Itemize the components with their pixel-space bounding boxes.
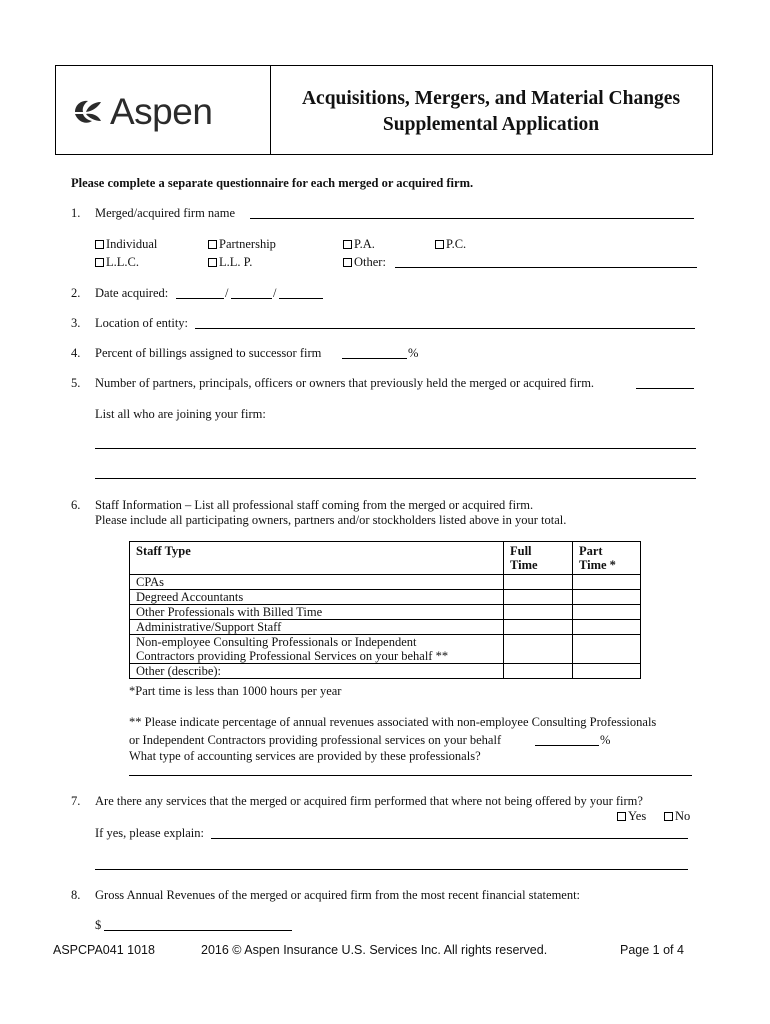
q5-number: 5.	[71, 376, 81, 390]
col-full-time: Full Time	[504, 542, 573, 575]
joining-list-field-2[interactable]	[95, 478, 696, 479]
staff-type-cell: Other Professionals with Billed Time	[130, 605, 504, 620]
q6-line-2: Please include all participating owners, partners and/or stockholders listed above in your total.	[95, 513, 567, 527]
table-row	[130, 620, 641, 635]
staff-type-cell: CPAs	[130, 575, 504, 590]
q5-label: Number of partners, principals, officers or owners that previously held the merged or acquired firm.	[95, 376, 595, 390]
q6-line-1: Staff Information – List all professional staff coming from the merged or acquired firm.	[95, 498, 534, 512]
option-llp[interactable]: L.L. P.	[208, 255, 252, 270]
table-row	[130, 605, 641, 620]
date-year-field[interactable]	[279, 298, 323, 299]
header-box	[55, 65, 713, 155]
date-separator-1: /	[225, 286, 229, 300]
option-llc[interactable]: L.L.C.	[95, 255, 139, 270]
staff-type-cell: Administrative/Support Staff	[130, 620, 504, 635]
full-time-cell[interactable]	[504, 605, 573, 620]
q1-number: 1.	[71, 206, 81, 220]
aspen-leaf-icon	[72, 96, 104, 128]
checkbox-icon[interactable]	[617, 812, 626, 821]
date-day-field[interactable]	[231, 298, 272, 299]
page-title	[270, 86, 712, 138]
part-time-cell[interactable]	[573, 605, 641, 620]
full-time-cell[interactable]	[504, 620, 573, 635]
q8-number: 8.	[71, 888, 81, 902]
part-time-cell[interactable]	[573, 575, 641, 590]
revenue-percent-sign: %	[600, 733, 611, 747]
date-separator-2: /	[273, 286, 277, 300]
q7-label: Are there any services that the merged or acquired firm performed that where not being offered by your firm?	[95, 794, 643, 808]
option-no[interactable]: No	[664, 809, 690, 824]
q3-label: Location of entity:	[95, 316, 189, 330]
date-month-field[interactable]	[176, 298, 224, 299]
checkbox-icon[interactable]	[208, 258, 217, 267]
full-time-cell[interactable]	[504, 635, 573, 664]
q7-number: 7.	[71, 794, 81, 808]
q3-number: 3.	[71, 316, 81, 330]
part-time-cell[interactable]	[573, 620, 641, 635]
services-question: What type of accounting services are provided by these professionals?	[129, 749, 481, 763]
page-number: Page 1 of 4	[620, 943, 684, 957]
q1-label: Merged/acquired firm name	[95, 206, 235, 220]
percent-billings-field[interactable]	[342, 358, 407, 359]
full-time-cell[interactable]	[504, 575, 573, 590]
checkbox-icon[interactable]	[343, 240, 352, 249]
staff-table	[129, 541, 641, 679]
checkbox-icon[interactable]	[435, 240, 444, 249]
option-other[interactable]: Other:	[343, 255, 386, 270]
aspen-logo	[72, 92, 212, 132]
explain-field-1[interactable]	[211, 838, 688, 839]
table-row	[130, 635, 641, 664]
q5-list-label: List all who are joining your firm:	[95, 407, 266, 421]
location-field[interactable]	[195, 328, 695, 329]
checkbox-icon[interactable]	[95, 258, 104, 267]
q7-explain-label: If yes, please explain:	[95, 826, 204, 840]
q2-number: 2.	[71, 286, 81, 300]
nonemployee-percent-field[interactable]	[535, 745, 599, 746]
part-time-cell[interactable]	[573, 635, 641, 664]
number-partners-field[interactable]	[636, 388, 694, 389]
checkbox-icon[interactable]	[208, 240, 217, 249]
part-time-note: *Part time is less than 1000 hours per year	[129, 684, 342, 698]
table-row	[130, 590, 641, 605]
checkbox-icon[interactable]	[664, 812, 673, 821]
part-time-cell[interactable]	[573, 590, 641, 605]
table-row	[130, 664, 641, 679]
staff-type-cell: Other (describe):	[130, 664, 504, 679]
col-part-time: Part Time *	[573, 542, 641, 575]
gross-revenue-field[interactable]	[104, 930, 292, 931]
option-pc[interactable]: P.C.	[435, 237, 466, 252]
checkbox-icon[interactable]	[95, 240, 104, 249]
part-time-cell[interactable]	[573, 664, 641, 679]
full-time-cell[interactable]	[504, 590, 573, 605]
revenue-note-line-2: or Independent Contractors providing professional services on your behalf	[129, 733, 502, 747]
intro-text: Please complete a separate questionnaire for each merged or acquired firm.	[71, 176, 474, 190]
staff-type-cell: Degreed Accountants	[130, 590, 504, 605]
table-header-row	[130, 542, 641, 575]
q6-number: 6.	[71, 498, 81, 512]
q2-label: Date acquired:	[95, 286, 169, 300]
other-entity-field[interactable]	[395, 267, 697, 268]
col-staff-type: Staff Type	[130, 542, 504, 575]
form-code: ASPCPA041 1018	[53, 943, 155, 957]
q4-percent-sign: %	[408, 346, 419, 360]
staff-type-cell: Non-employee Consulting Professionals or Independent Contractors providing Professional Services on your behalf **	[130, 635, 504, 664]
firm-name-field[interactable]	[250, 218, 694, 219]
logo-text: Aspen	[110, 91, 213, 132]
q8-label: Gross Annual Revenues of the merged or acquired firm from the most recent financial statement:	[95, 888, 581, 902]
option-pa[interactable]: P.A.	[343, 237, 375, 252]
option-individual[interactable]: Individual	[95, 237, 157, 252]
table-row	[130, 575, 641, 590]
q4-number: 4.	[71, 346, 81, 360]
full-time-cell[interactable]	[504, 664, 573, 679]
revenue-note-line-1: ** Please indicate percentage of annual revenues associated with non-employee Consulting Professionals	[129, 715, 657, 729]
title-line-1: Acquisitions, Mergers, and Material Changes	[301, 88, 681, 109]
option-yes[interactable]: Yes	[617, 809, 646, 824]
joining-list-field-1[interactable]	[95, 448, 696, 449]
explain-field-2[interactable]	[95, 869, 688, 870]
copyright-text: 2016 © Aspen Insurance U.S. Services Inc. All rights reserved.	[201, 943, 548, 957]
title-line-2: Supplemental Application	[382, 114, 600, 135]
option-partnership[interactable]: Partnership	[208, 237, 276, 252]
q4-label: Percent of billings assigned to successor firm	[95, 346, 322, 360]
checkbox-icon[interactable]	[343, 258, 352, 267]
services-answer-field[interactable]	[129, 775, 692, 776]
currency-sign: $	[95, 918, 102, 932]
